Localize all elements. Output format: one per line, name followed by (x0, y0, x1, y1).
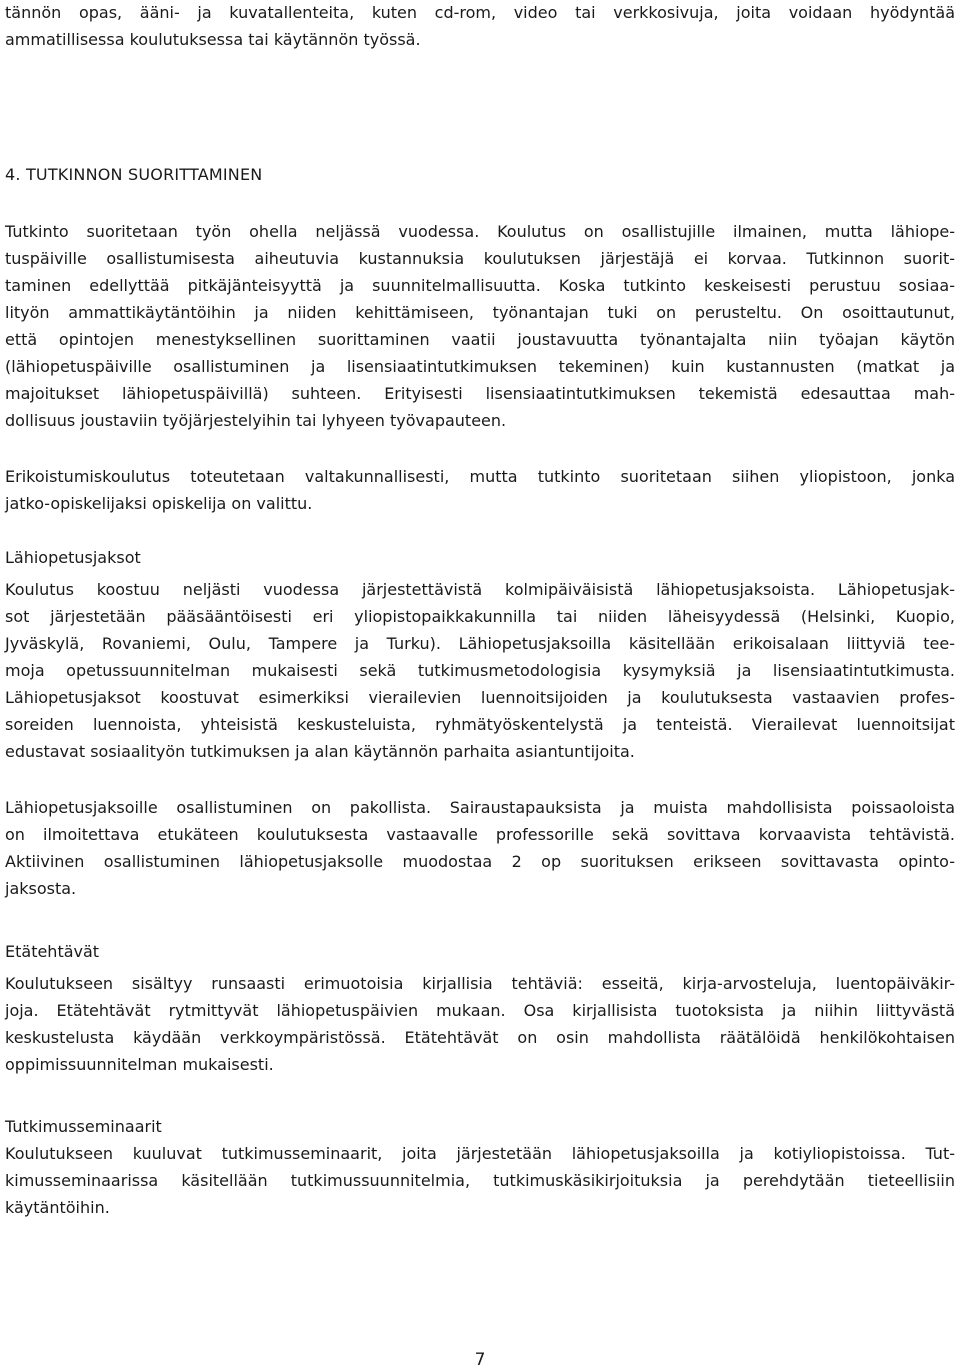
body-line: Lähiopetusjaksot koostuvat esimerkiksi vierailevien luennoitsijoiden ja koulutuksesta vastaavien profes- (5, 688, 955, 707)
body-line: sot järjestetään pääsääntöisesti eri yliopistopaikkakunnilla tai niiden läheisyydessä (Helsinki, Kuopio, (5, 607, 955, 626)
body-line: Tutkinto suoritetaan työn ohella neljässä vuodessa. Koulutus on osallistujille ilmainen, mutta lähiope- (5, 222, 955, 241)
body-line: kimusseminaarissa käsitellään tutkimussuunnitelmia, tutkimuskäsikirjoituksia ja perehdytään tieteellisiin (5, 1171, 955, 1190)
body-line: Lähiopetusjaksoille osallistuminen on pakollista. Sairaustapauksista ja muista mahdollisista poissaoloista (5, 798, 955, 817)
body-line: taminen edellyttää pitkäjänteisyyttä ja suunnitelmallisuutta. Koska tutkinto keskeisesti perustuu sosiaa- (5, 276, 955, 295)
body-line: joja. Etätehtävät rytmittyvät lähiopetuspäivien mukaan. Osa kirjallisista tuotoksista ja niihin liittyvästä (5, 1001, 955, 1020)
body-line: dollisuus joustaviin työjärjestelyihin tai lyhyeen työvapauteen. (5, 411, 507, 430)
page-number: 7 (474, 1350, 486, 1370)
body-line: oppimissuunnitelman mukaisesti. (5, 1055, 274, 1074)
section-heading: 4. TUTKINNON SUORITTAMINEN (5, 165, 263, 184)
body-line: Aktiivinen osallistuminen lähiopetusjaksolle muodostaa 2 op suorituksen erikseen sovittavasta opinto- (5, 852, 955, 871)
body-line: käytäntöihin. (5, 1198, 110, 1217)
body-line: että opintojen menestyksellinen suorittaminen vaatii joustavuutta työnantajalta niin työajan käytön (5, 330, 955, 349)
body-line: keskustelusta käydään verkkoympäristössä. Etätehtävät on osin mahdollista räätälöidä henkilökohtaisen (5, 1028, 955, 1047)
body-line: tuspäiville osallistumisesta aiheutuvia kustannuksia koulutuksen järjestäjä ei korvaa. Tutkinnon suorit- (5, 249, 955, 268)
body-line: jatko-opiskelijaksi opiskelija on valittu. (5, 494, 313, 513)
document-page (5, 0, 955, 1370)
intro-line: ammatillisessa koulutuksessa tai käytännön työssä. (5, 30, 421, 49)
body-line: on ilmoitettava etukäteen koulutuksesta vastaavalle professorille sekä sovittava korvaavista tehtävistä. (5, 825, 955, 844)
body-line: Jyväskylä, Rovaniemi, Oulu, Tampere ja Turku). Lähiopetusjaksoilla käsitellään erikoisalaan liittyviä tee- (5, 634, 955, 653)
body-line: moja opetussuunnitelman mukaisesti sekä tutkimusmetodologisia kysymyksiä ja lisensiaatintutkimusta. (5, 661, 955, 680)
subsection-title: Lähiopetusjaksot (5, 548, 141, 567)
body-line: lityön ammattikäytäntöihin ja niiden kehittämiseen, työnantajan tuki on perusteltu. On osoittautunut, (5, 303, 955, 322)
body-line: soreiden luennoista, yhteisistä keskusteluista, ryhmätyöskentelystä ja tenteistä. Vierailevat luennoitsijat (5, 715, 955, 734)
body-line: majoitukset lähiopetuspäivillä) suhteen. Erityisesti lisensiaatintutkimuksen tekemistä edesauttaa mah- (5, 384, 955, 403)
body-line: (lähiopetuspäiville osallistuminen ja lisensiaatintutkimuksen tekeminen) kuin kustannusten (matkat ja (5, 357, 955, 376)
subsection-title: Etätehtävät (5, 942, 100, 961)
body-line: Koulutukseen sisältyy runsaasti erimuotoisia kirjallisia tehtäviä: esseitä, kirja-arvosteluja, luentopäiväkir- (5, 974, 955, 993)
body-line: jaksosta. (5, 879, 77, 898)
subsection-title: Tutkimusseminaarit (5, 1117, 162, 1136)
body-line: Erikoistumiskoulutus toteutetaan valtakunnallisesti, mutta tutkinto suoritetaan siihen yliopistoon, jonka (5, 467, 955, 486)
body-line: Koulutus koostuu neljästi vuodessa järjestettävistä kolmipäiväisistä lähiopetusjaksoista. Lähiopetusjak- (5, 580, 955, 599)
body-line: Koulutukseen kuuluvat tutkimusseminaarit, joita järjestetään lähiopetusjaksoilla ja kotiyliopistoissa. Tut- (5, 1144, 955, 1163)
body-line: edustavat sosiaalityön tutkimuksen ja alan käytännön parhaita asiantuntijoita. (5, 742, 635, 761)
intro-line: tännön opas, ääni- ja kuvatallenteita, kuten cd-rom, video tai verkkosivuja, joita voidaan hyödyntää (5, 3, 955, 22)
